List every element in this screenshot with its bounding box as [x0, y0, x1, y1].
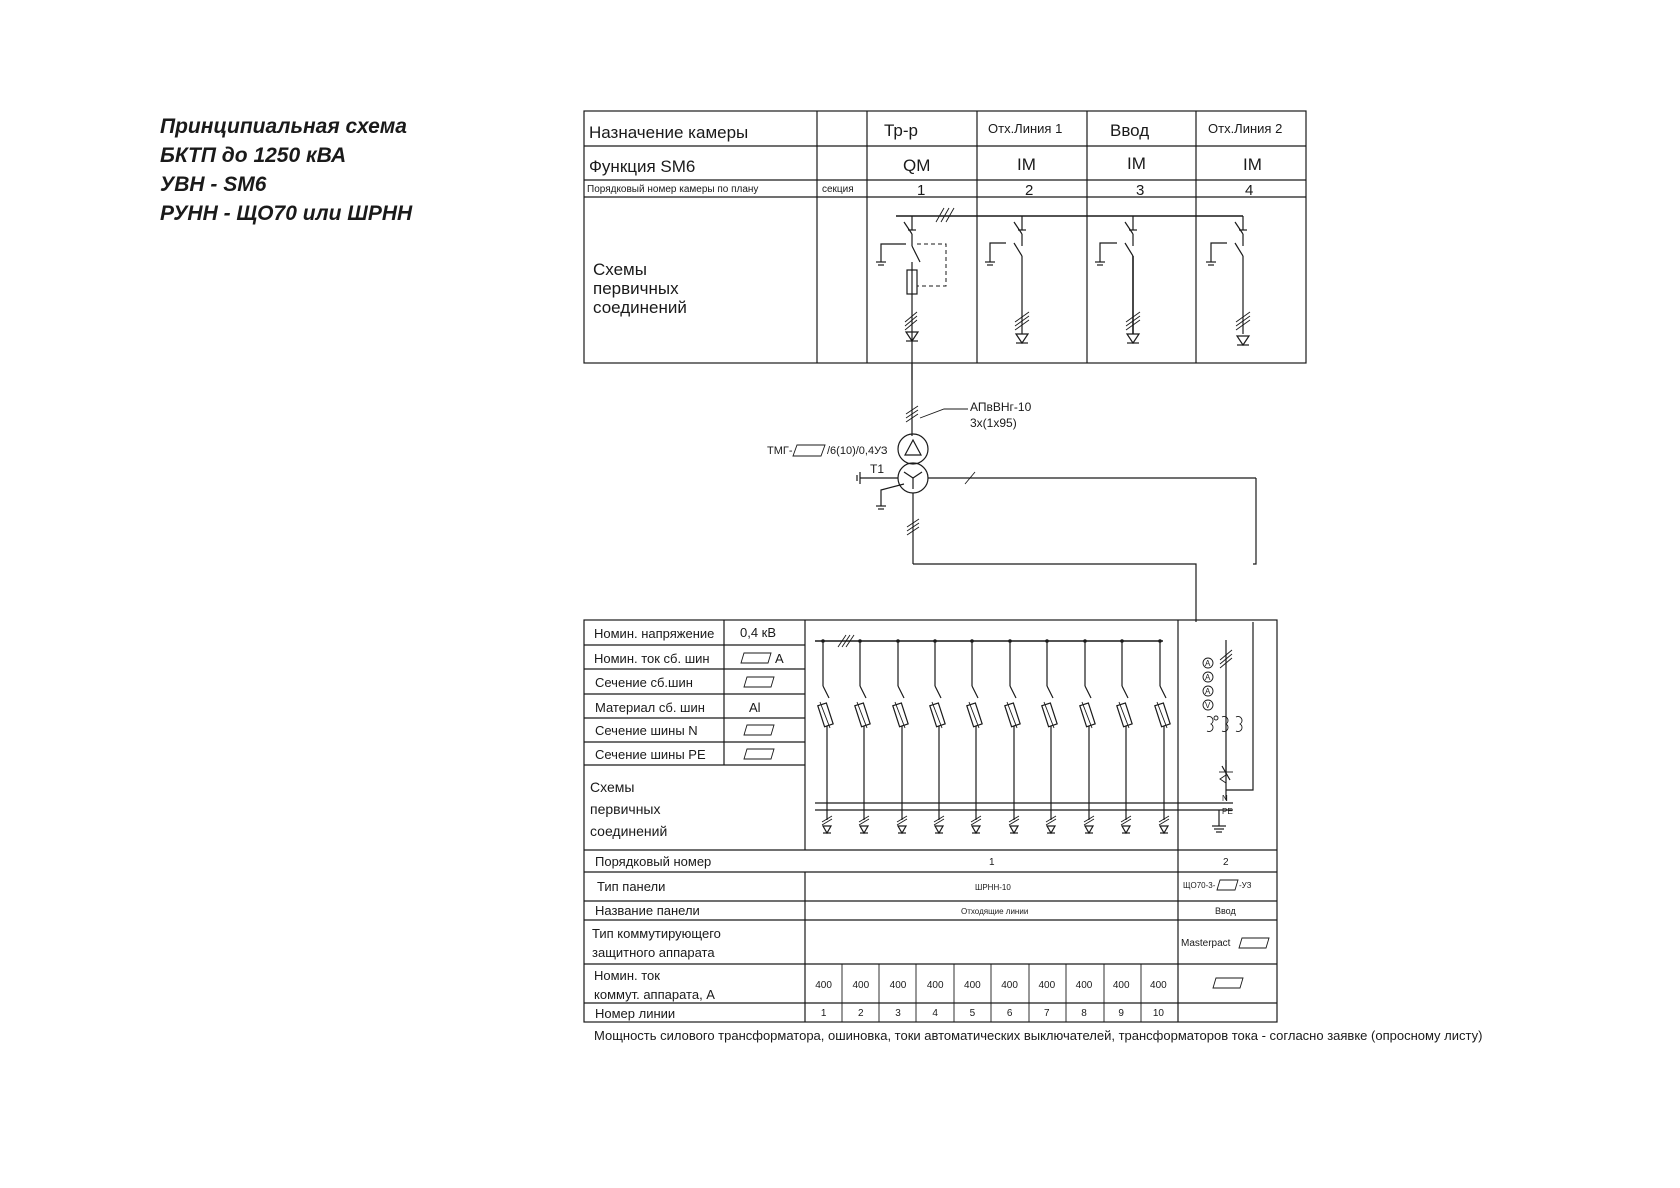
param-bus-material-label: Материал сб. шин: [595, 700, 705, 715]
current-label-2: коммут. аппарата, А: [594, 987, 715, 1002]
title-line-1: Принципиальная схема: [160, 115, 407, 138]
cable-type: АПвВНг-10: [970, 400, 1032, 414]
incomer-scheme: [1207, 622, 1253, 832]
device-type-label-2: защитного аппарата: [592, 945, 715, 960]
feeder-current-value: 400: [889, 980, 907, 991]
footnote: Мощность силового трансформатора, ошиновка, токи автоматических выключателей, трансформаторов тока - согласно заявке (опросному листу): [594, 1028, 1483, 1043]
param-pe-section-label: Сечение шины PE: [595, 747, 706, 762]
order-label: Порядковый номер: [595, 854, 712, 869]
hv-cell-2-function: IM: [1017, 155, 1036, 174]
feeder-circuit: [1005, 639, 1020, 833]
transformer-type-suffix: /6(10)/0,4УЗ: [827, 445, 888, 457]
hv-cell-4-scheme: [1206, 216, 1250, 345]
panel-name-right: Ввод: [1215, 906, 1236, 916]
line-no-label: Номер линии: [595, 1006, 676, 1021]
feeder-line-number: 3: [895, 1008, 901, 1019]
hv-cell-3-number: 3: [1136, 182, 1145, 199]
hv-cell-1-function: QM: [903, 156, 931, 175]
title-line-3: УВН - SM6: [160, 173, 267, 196]
ammeter-1-label: A: [1205, 659, 1211, 668]
feeder-current-value: 400: [852, 980, 870, 991]
feeder-line-number: 9: [1118, 1008, 1124, 1019]
hv-section-label: секция: [822, 184, 854, 195]
hv-number-label: Порядковый номер камеры по плану: [587, 184, 759, 195]
hv-cell-2-purpose: Отх.Линия 1: [988, 121, 1063, 136]
hv-cell-1-number: 1: [917, 182, 926, 199]
panel-type-right-suffix: -УЗ: [1239, 881, 1252, 890]
feeder-circuit: [855, 639, 870, 833]
hv-cell-4-function: IM: [1243, 155, 1262, 174]
feeder-current-value: 400: [815, 980, 832, 991]
feeder-circuit: [1117, 639, 1132, 833]
param-bus-current-label: Номин. ток сб. шин: [594, 651, 710, 666]
pe-bus-label: PE: [1222, 807, 1233, 816]
order-value-right: 2: [1223, 857, 1229, 868]
hv-schemes-label-2: первичных: [593, 279, 679, 298]
param-voltage-value: 0,4 кВ: [740, 625, 777, 640]
current-label-1: Номин. ток: [594, 968, 660, 983]
hv-cell-4-number: 4: [1245, 182, 1254, 199]
feeder-line-number: 6: [1006, 1008, 1013, 1019]
hv-cell-3-function: IM: [1127, 154, 1146, 173]
feeder-line-number: 5: [969, 1008, 976, 1019]
feeder-circuit: [967, 639, 982, 833]
feeder-current-value: 400: [926, 980, 944, 991]
feeder-line-number: 2: [858, 1008, 864, 1019]
hv-cell-1-purpose: Тр-р: [884, 121, 918, 140]
param-pe-section-blank: [744, 749, 774, 759]
lv-feeders: [818, 639, 1170, 833]
feeder-circuit: [930, 639, 945, 833]
feeder-current-value: 400: [1150, 980, 1167, 991]
lv-schemes-label-3: соединений: [590, 823, 668, 839]
panel-type-left: ШРНН-10: [975, 883, 1011, 892]
lv-schemes-label-2: первичных: [590, 801, 661, 817]
param-bus-section-label: Сечение сб.шин: [595, 675, 693, 690]
hv-cell-3-scheme: [1095, 216, 1140, 343]
current-right-blank: [1213, 978, 1243, 988]
panel-type-right-prefix: ЩО70-3-: [1183, 881, 1216, 890]
transformer-power-blank: [793, 445, 825, 456]
device-type-right-blank: [1239, 938, 1269, 948]
hv-schemes-label-3: соединений: [593, 298, 687, 317]
hv-cell-2-scheme: [985, 216, 1029, 343]
feeder-circuit: [818, 639, 833, 833]
param-bus-current-unit: А: [775, 651, 784, 666]
feeder-current-value: 400: [964, 980, 981, 991]
feeder-current-value: 400: [1075, 980, 1093, 991]
hv-cable: [906, 363, 968, 436]
feeder-circuit: [1042, 639, 1057, 833]
hv-cell-1-scheme: [876, 216, 946, 380]
voltmeter-label: V: [1205, 701, 1211, 710]
transformer-type-prefix: ТМГ-: [767, 445, 793, 457]
feeder-current-value: 400: [1038, 980, 1056, 991]
feeder-line-number: 4: [932, 1008, 938, 1019]
param-voltage-label: Номин. напряжение: [594, 626, 715, 641]
panel-name-left: Отходящие линии: [961, 907, 1029, 916]
feeder-current-value: 400: [1112, 980, 1130, 991]
cable-cross-section: 3х(1х95): [970, 416, 1017, 430]
device-type-right: Masterpact: [1181, 938, 1231, 949]
feeder-line-numbers: [821, 1008, 1165, 1019]
param-bus-material-value: Al: [749, 700, 761, 715]
feeder-line-number: 8: [1081, 1008, 1087, 1019]
panel-type-right-blank: [1217, 880, 1238, 890]
feeder-line-number: 1: [820, 1008, 827, 1019]
param-n-section-label: Сечение шины N: [595, 723, 698, 738]
hv-purpose-label: Назначение камеры: [589, 123, 749, 142]
power-transformer: [857, 434, 1256, 622]
hv-cell-2-number: 2: [1025, 182, 1034, 199]
panel-name-label: Название панели: [595, 903, 700, 918]
panel-type-label: Тип панели: [597, 879, 666, 894]
feeder-circuit: [1155, 639, 1170, 833]
feeder-current-value: 400: [1001, 980, 1018, 991]
feeder-circuit: [893, 639, 908, 833]
hv-table: [584, 111, 1306, 363]
feeder-line-number: 10: [1152, 1008, 1164, 1019]
incomer-meters: [1203, 658, 1213, 710]
feeder-circuit: [1080, 639, 1095, 833]
ammeter-3-label: A: [1205, 687, 1211, 696]
lv-schemes-label-1: Схемы: [590, 779, 635, 795]
hv-cell-4-purpose: Отх.Линия 2: [1208, 121, 1283, 136]
hv-cell-3-purpose: Ввод: [1110, 121, 1150, 140]
title-line-4: РУНН - ЩО70 или ШРНН: [160, 202, 413, 225]
hv-function-label: Функция SM6: [589, 157, 696, 176]
feeder-line-number: 7: [1044, 1008, 1050, 1019]
param-n-section-blank: [744, 725, 774, 735]
hv-busbar: [896, 208, 1243, 222]
ammeter-2-label: A: [1205, 673, 1211, 682]
param-bus-current-blank: [741, 653, 771, 663]
order-value-left: 1: [989, 857, 995, 868]
device-type-label-1: Тип коммутирующего: [592, 926, 721, 941]
title-line-2: БКТП до 1250 кВА: [160, 144, 347, 167]
n-bus-label: N: [1222, 794, 1228, 803]
param-bus-section-blank: [744, 677, 774, 687]
transformer-label: Т1: [870, 462, 885, 476]
hv-schemes-label-1: Схемы: [593, 260, 647, 279]
